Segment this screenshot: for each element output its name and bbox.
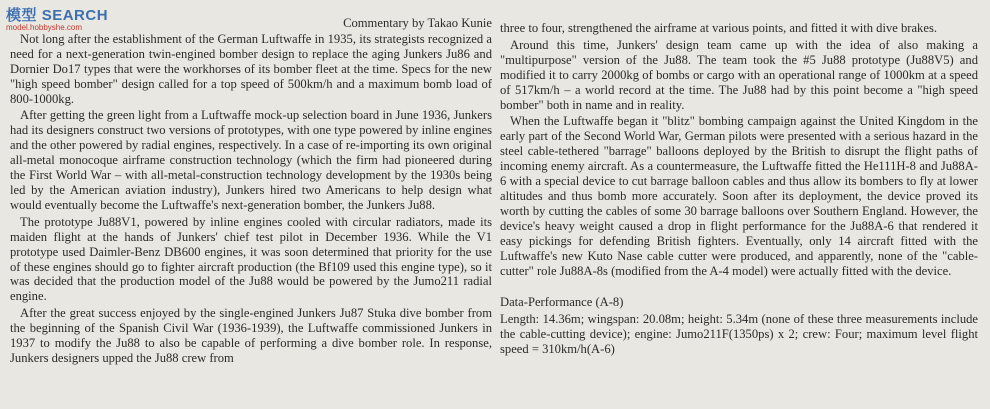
paragraph: The prototype Ju88V1, powered by inline engines cooled with circular radiators, made its maiden flight at the hands of Junkers' chief test pilot in December 1936. While the V1 prototype used Daimler-Benz DB600 engines, it was soon determined that priority for the use of these engines should go to fighter aircraft production (the Bf109 used this engine type), so it was decided that the production model of the Ju88 would be powered by the Jumo211 radial engine. xyxy=(10,214,492,304)
watermark-logo-text: 模型 xyxy=(6,7,38,24)
watermark-url: model.hobbyshe.com xyxy=(6,23,83,32)
left-column xyxy=(10,16,492,368)
paragraph: Not long after the establishment of the German Luftwaffe in 1935, its strategists recognized a need for a next-generation twin-engined bomber design to replace the aging Junkers Ju86 and Dornier Do17 types that were the workhorses of its bomber fleet at the time. Specs for the new "high speed bomber" design called for a top speed of 500km/h and a maximum bomb load of 800-1000kg. xyxy=(10,31,492,106)
paragraph: After getting the green light from a Luftwaffe mock-up selection board in June 1936, Junkers had its designers construct two versions of prototypes, with one type powered by inline engines and the other powered by radial engines, respectively. In a case of re-importing its own original all-metal monocoque airframe construction technology (which the firm had pioneered during the First World War – with all-metal-construction technology development by the 1930s being led by the American aviation industry), Junkers hired two Americans to help design what would eventually become the Luftwaffe's next-generation bomber, the Junkers Ju88. xyxy=(10,108,492,212)
paragraph: After the great success enjoyed by the single-engined Junkers Ju87 Stuka dive bomber from the beginning of the Spanish Civil War (1936-1939), the Luftwaffe commissioned Junkers in 1937 to modify the Ju88 to also be capable of performing a dive bomber role. In response, Junkers designers upped the Ju88 crew from xyxy=(10,306,492,365)
paragraph: Around this time, Junkers' design team came up with the idea of also making a "multipurpose" version of the Ju88. The team took the #5 Ju88 prototype (Ju88V5) and modified it to carry 2000kg of bombs or cargo with an operational range of 1000km at a speed of 517km/h – a world record at the time. The Ju88 had by this point become a "high speed bomber" both in name and in reality. xyxy=(500,37,978,112)
right-column xyxy=(500,21,978,359)
spec-title: Data-Performance (A-8) xyxy=(500,295,624,310)
article-credit: Commentary by Takao Kunie xyxy=(343,16,492,30)
watermark-brand: SEARCH xyxy=(41,7,109,24)
spec-text: Length: 14.36m; wingspan: 20.08m; height: 5.34m (none of these three measurements include the cable-cutting device); engine: Jumo211F(1350ps) x 2; crew: Four; maximum level flight speed = 310km/h(A-6) xyxy=(500,312,978,357)
paragraph: When the Luftwaffe began it "blitz" bombing campaign against the United Kingdom in the early part of the Second World War, German pilots were presented with a serious hazard in the steel cable-tethered "barrage" balloons deployed by the British to disrupt the flight paths of incoming enemy aircraft. As a countermeasure, the Luftwaffe fitted the He111H-8 and Ju88A-6 with a special device to cut barrage balloon cables and thus allow its bombers to fly at lower altitudes and thus bomb more accurately. Soon after its deployment, the device proved its worth by cutting the cables of some 30 barrage balloons over Southern England. However, the device's heavy weight caused a drop in flight performance for the Ju88A-6 that rendered it easy pickings for defending British fighters. Eventually, only 14 aircraft fitted with the Luftwaffe's new Kuto Nase cable cutter were produced, and apparently, none of the "cable-cutter" role Ju88A-8s (modified from the A-4 model) were actually fitted with the device. xyxy=(500,114,978,278)
paragraph-continuation: three to four, strengthened the airframe at various points, and fitted it with dive brakes. xyxy=(500,21,937,35)
